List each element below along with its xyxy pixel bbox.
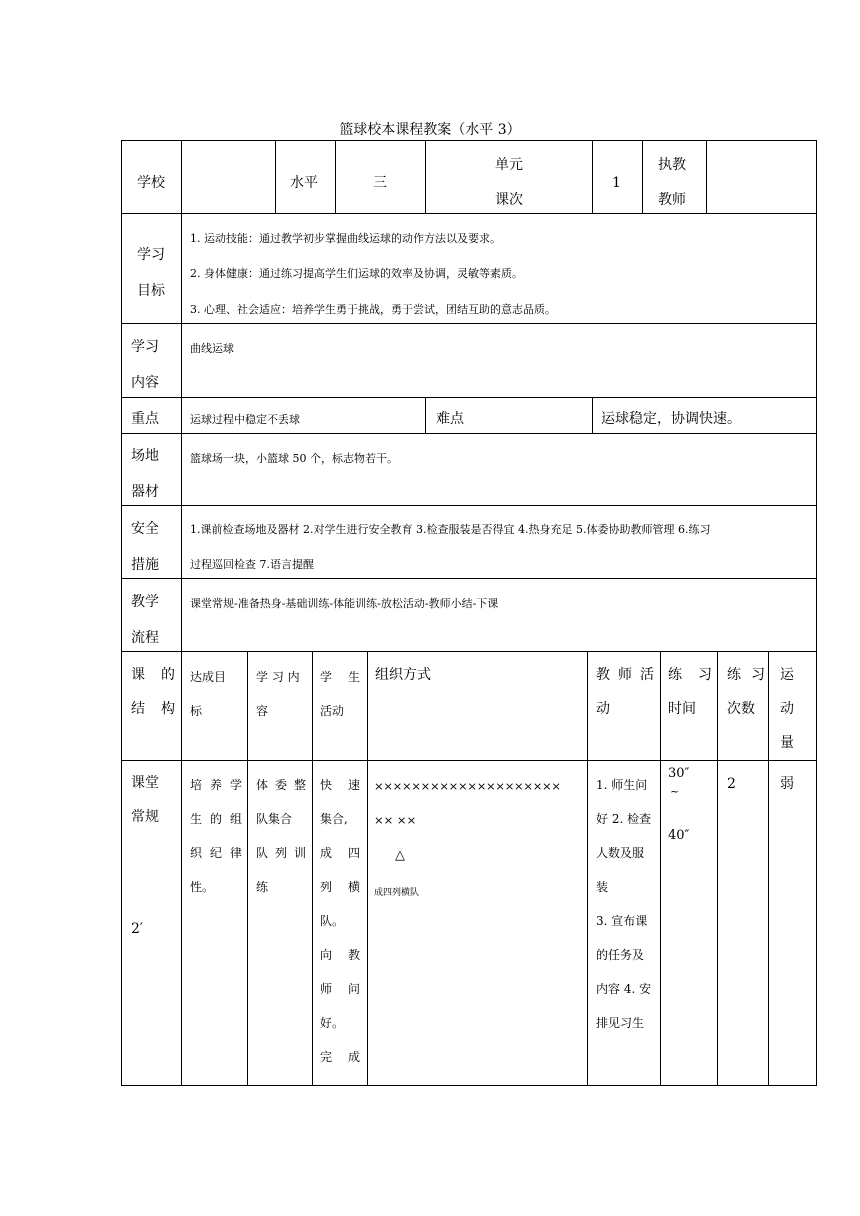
goals-label: 学习 xyxy=(137,247,165,263)
goal-item: 3. 心理、社会适应：培养学生勇于挑战，勇于尝试，团结互助的意志品质。 xyxy=(190,303,556,316)
level-value: 三 xyxy=(373,175,387,191)
goal-item: 2. 身体健康：通过练习提高学生们运球的效率及协调，灵敏等素质。 xyxy=(190,267,523,280)
col-teacher: 教 师 活 动 xyxy=(596,667,654,717)
safety-line: 1.课前检查场地及器材 2.对学生进行安全教育 3.检查服装是否得宜 4.热身充足 5.体委协助教师管理 6.练习 xyxy=(190,523,711,536)
school-label: 学校 xyxy=(137,175,165,191)
row-count: 2 xyxy=(727,776,736,792)
time-min: 30″ xyxy=(668,766,690,781)
formation-row: ×× ×× xyxy=(374,813,417,827)
row-load: 弱 xyxy=(780,776,794,792)
col-organization: 组织方式 xyxy=(375,667,431,683)
col-load: 运 动 量 xyxy=(780,667,794,751)
row-content: 体 委 整 队集合 队 列 训 练 xyxy=(256,778,306,894)
row-duration: 2′ xyxy=(131,921,144,937)
document-title: 篮球校本课程教案（水平 3） xyxy=(339,122,521,138)
safety-label: 安全 xyxy=(131,521,159,537)
flow-value: 课堂常规-准备热身-基础训练-体能训练-放松活动-教师小结-下课 xyxy=(190,597,499,610)
venue-label-2: 器材 xyxy=(131,484,159,500)
col-activity: 学 生 活动 xyxy=(320,670,360,718)
lesson-number-label: 课次 xyxy=(495,192,523,208)
col-count: 练 习 次数 xyxy=(727,667,765,717)
unit-value: 1 xyxy=(612,175,621,191)
teacher-label: 执教 xyxy=(658,157,686,173)
row-teacher: 1. 师生问 好 2. 检查 人数及服 装 3. 宣布课 的任务及 内容 4. 安 排见习生 xyxy=(596,778,652,1030)
content-value: 曲线运球 xyxy=(190,342,234,355)
key-points-label: 重点 xyxy=(131,411,159,427)
level-label: 水平 xyxy=(290,175,318,191)
flow-label: 教学 xyxy=(131,594,159,610)
goal-item: 1. 运动技能：通过教学初步掌握曲线运球的动作方法以及要求。 xyxy=(190,232,501,245)
col-time: 练 习 时间 xyxy=(668,667,712,717)
time-tilde: ~ xyxy=(670,785,680,798)
teacher-label-2: 教师 xyxy=(658,192,686,208)
col-goal: 达成目 标 xyxy=(190,670,227,718)
content-label: 学习 xyxy=(131,339,159,355)
safety-line: 过程巡回检查 7.语言提醒 xyxy=(190,558,314,571)
formation-row: ×××××××××××××××××××× xyxy=(374,779,561,793)
key-points-value: 运球过程中稳定不丢球 xyxy=(190,413,300,426)
formation-caption: 成四列横队 xyxy=(374,888,420,898)
flow-label-2: 流程 xyxy=(131,630,159,646)
row-activity: 快 速 集合, 成 四 列 横 队。 向 教 师 问 好。 完 成 xyxy=(320,778,360,1064)
time-max: 40″ xyxy=(668,828,690,843)
row-goal: 培 养 学 生 的 组 织 纪 律 性。 xyxy=(190,778,242,894)
difficulty-value: 运球稳定，协调快速。 xyxy=(601,411,741,427)
content-label-2: 内容 xyxy=(131,375,159,391)
col-structure: 课 的 结构 xyxy=(131,667,175,717)
venue-label: 场地 xyxy=(131,448,159,464)
safety-label-2: 措施 xyxy=(131,557,159,573)
unit-label: 单元 xyxy=(495,157,523,173)
row-structure: 课堂 常规 xyxy=(131,775,159,825)
col-content: 学 习 内 容 xyxy=(256,670,300,718)
teacher-triangle-icon: △ xyxy=(395,848,405,863)
difficulty-label: 难点 xyxy=(436,411,464,427)
goals-label-2: 目标 xyxy=(137,283,165,299)
venue-value: 篮球场一块，小篮球 50 个，标志物若干。 xyxy=(190,452,398,465)
